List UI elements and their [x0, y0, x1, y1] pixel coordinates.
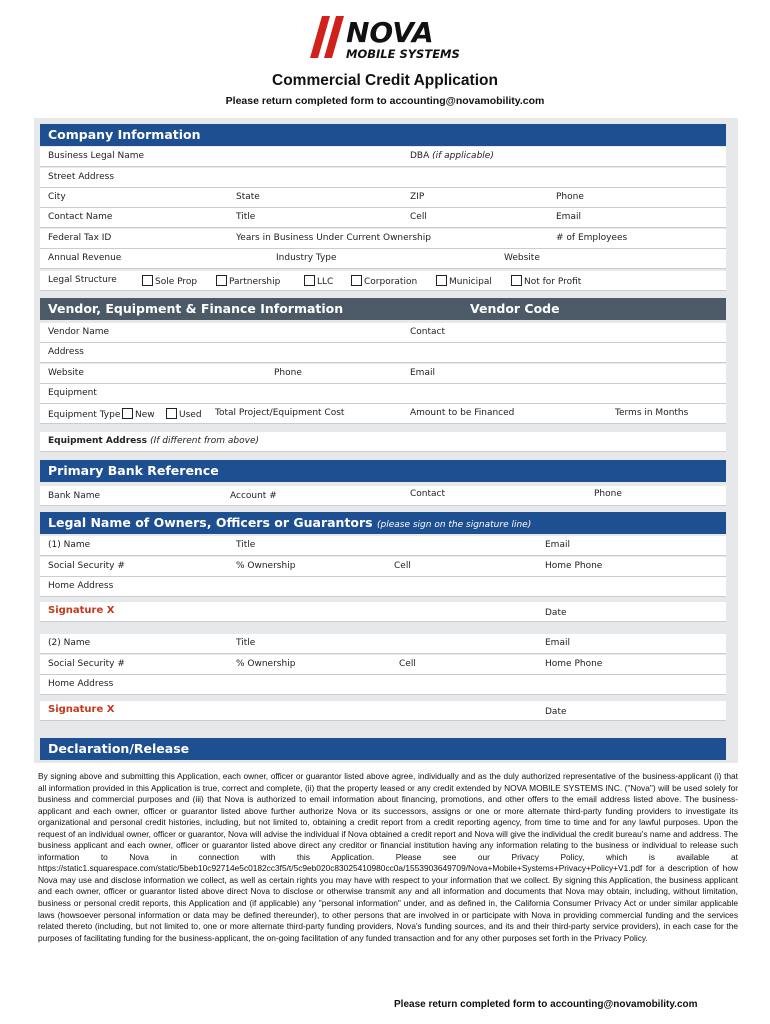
owner1-ownership-field[interactable]: % Ownership [236, 561, 296, 571]
row-revenue [40, 249, 726, 269]
row-vendor-website [40, 364, 726, 384]
nova-logo [308, 12, 488, 64]
row-business-name [40, 147, 726, 167]
owner2-signature-field[interactable]: Signature X [48, 704, 115, 715]
row-owner1-signature [40, 602, 726, 622]
owner2-title-field[interactable]: Title [236, 638, 256, 648]
declaration-section-header: Declaration/Release [40, 738, 726, 760]
owner1-title-field[interactable]: Title [236, 540, 256, 550]
state-field[interactable]: State [236, 192, 260, 202]
vendor-email-field[interactable]: Email [410, 368, 435, 378]
row-street-address [40, 168, 726, 188]
city-field[interactable]: City [48, 192, 66, 202]
owner2-date-field[interactable]: Date [545, 707, 567, 717]
row-owner2-signature [40, 701, 726, 721]
row-equipment-address [40, 432, 726, 452]
vendor-website-field[interactable]: Website [48, 368, 84, 378]
declaration-text: By signing above and submitting this Application, each owner, officer or guarantor listed above agree, individually and as the duly authorized representative of the business-applicant (i) that all information provided in this Application is true, correct and complete, (ii) that the property leased or any credit extended by NOVA MOBILE SYSTEMS INC. ("Nova") will be used solely for business and commercial purposes and (iii) that Nova is authorized to email information about financing, promotions, and other offers to the email address listed above. The business-applicant and each owner, officer or guarantor listed above further authorize Nova or its successors, assigns or one or more alternate third-party funding providers to investigate its organizational and personal credit histories, including, but not limited to, obtaining a credit report from a credit reporting agency, from time to time and for any lawful purposes. Upon the request of an individual owner, officer or guarantor, Nova will advise the individual if Nova obtained a credit report and Nova will give the individual the credit bureau's name and address. The business applicant and each owner, officer or guarantor listed above direct any creditor or financial institution having any information relating to the business or individual to release such information to Nova in connection with this Application. Please see our Privacy Policy, which is available at https://static1.squarespace.com/static/5beb10c92714e5c0182cc3f5/t/5c9eb020c83025410980cc0a/1553903649709/Nova+Mobile+Systems+Privacy+Policy+V1.pdf for a description of how Nova may use and disclose information we collect, as well as certain rights you may have with respect to your information that we collect. By signing this Application, the business applicant and each owner, officer or guarantor listed above direct Nova to disclose or otherwise transmit any and all information and documents that Nova may obtain, including, without limitation, business or personal credit reports, this Application and (if applicable) any "personal information" under, and as defined in, the California Consumer Privacy Act or under similar applicable laws (howsoever personal information or data may be defined thereunder), to other persons that are involved in or participate with Nova in providing commercial funding and the services related thereto (including, but not limited to, one or more alternate third-party funding providers, Nova's funding sources, and its and their third-party service providers), in each case for the purposes of facilitating funding for the business-applicant, the on-going facilitation of any funded transaction and for any other purposes set forth in the Privacy Policy. [38, 771, 738, 943]
owner2-email-field[interactable]: Email [545, 638, 570, 648]
row-equipment [40, 384, 726, 404]
bank-phone-field[interactable]: Phone [594, 489, 622, 499]
owner1-cell-field[interactable]: Cell [394, 561, 411, 571]
num-employees-field[interactable]: # of Employees [556, 233, 628, 243]
row-owner1-ssn [40, 557, 726, 577]
bank-name-field[interactable]: Bank Name [48, 491, 101, 501]
owner2-cell-field[interactable]: Cell [399, 659, 416, 669]
row-vendor-name [40, 323, 726, 343]
owner1-name-field[interactable]: (1) Name [48, 540, 91, 550]
owner2-home-address-field[interactable]: Home Address [48, 679, 114, 689]
structure-not-for-profit-checkbox[interactable]: Not for Profit [511, 275, 581, 287]
industry-type-field[interactable]: Industry Type [276, 253, 337, 263]
row-owner2-address [40, 675, 726, 695]
row-owner2-name [40, 634, 726, 654]
row-owner1-name [40, 536, 726, 556]
bank-section-header: Primary Bank Reference [40, 460, 726, 482]
row-owner2-ssn [40, 655, 726, 675]
dba-field[interactable]: DBA (if applicable) [410, 151, 494, 161]
equipment-field[interactable]: Equipment [48, 388, 97, 398]
owner1-home-phone-field[interactable]: Home Phone [545, 561, 603, 571]
terms-months-field[interactable]: Terms in Months [615, 408, 689, 418]
contact-cell-field[interactable]: Cell [410, 212, 427, 222]
vendor-code-field[interactable]: Vendor Code [470, 301, 560, 316]
vendor-section-header [40, 298, 726, 320]
company-phone-field[interactable]: Phone [556, 192, 584, 202]
business-legal-name-field[interactable]: Business Legal Name [48, 151, 145, 161]
company-website-field[interactable]: Website [504, 253, 540, 263]
equipment-used-checkbox[interactable]: Used [166, 408, 202, 420]
legal-structure-label: Legal Structure [48, 275, 117, 285]
vendor-name-field[interactable]: Vendor Name [48, 327, 110, 337]
page-subtitle: Please return completed form to accounting@novamobility.com [225, 95, 545, 107]
owner2-ownership-field[interactable]: % Ownership [236, 659, 296, 669]
owner1-signature-field[interactable]: Signature X [48, 605, 115, 616]
row-vendor-address [40, 343, 726, 363]
row-contact [40, 208, 726, 228]
owner2-ssn-field[interactable]: Social Security # [48, 659, 125, 669]
owner2-name-field[interactable]: (2) Name [48, 638, 91, 648]
vendor-contact-field[interactable]: Contact [410, 327, 446, 337]
vendor-address-field[interactable]: Address [48, 347, 84, 357]
row-equipment-type [40, 404, 726, 424]
equipment-new-checkbox[interactable]: New [122, 408, 155, 420]
owner1-date-field[interactable]: Date [545, 608, 567, 618]
vendor-phone-field[interactable]: Phone [274, 368, 302, 378]
zip-field[interactable]: ZIP [410, 192, 425, 202]
amount-financed-field[interactable]: Amount to be Financed [410, 408, 515, 418]
federal-tax-id-field[interactable]: Federal Tax ID [48, 233, 112, 243]
years-in-business-field[interactable]: Years in Business Under Current Ownership [236, 233, 431, 243]
equipment-type-label: Equipment Type [48, 410, 121, 420]
structure-municipal-checkbox[interactable]: Municipal [436, 275, 492, 287]
owners-section-header: Legal Name of Owners, Officers or Guarantors (please sign on the signature line) [40, 512, 726, 534]
owner1-ssn-field[interactable]: Social Security # [48, 561, 125, 571]
street-address-field[interactable]: Street Address [48, 172, 115, 182]
logo-brand: NOVA [346, 16, 434, 49]
equipment-address-field[interactable]: Equipment Address (If different from above) [48, 436, 259, 446]
row-city [40, 188, 726, 208]
footer-return-note: Please return completed form to accounting@novamobility.com [394, 999, 698, 1010]
contact-name-field[interactable]: Contact Name [48, 212, 113, 222]
owner1-home-address-field[interactable]: Home Address [48, 581, 114, 591]
row-owner1-address [40, 577, 726, 597]
structure-partnership-checkbox[interactable]: Partnership [216, 275, 280, 287]
row-legal-structure [40, 271, 726, 291]
bank-account-field[interactable]: Account # [230, 491, 277, 501]
vendor-section-title: Vendor, Equipment & Finance Information [48, 301, 344, 316]
row-tax-id [40, 229, 726, 249]
bank-contact-field[interactable]: Contact [410, 489, 446, 499]
structure-llc-checkbox[interactable]: LLC [304, 275, 333, 287]
row-bank [40, 486, 726, 506]
total-cost-field[interactable]: Total Project/Equipment Cost [215, 408, 345, 418]
contact-email-field[interactable]: Email [556, 212, 581, 222]
logo-tagline: MOBILE SYSTEMS [346, 47, 460, 61]
owner1-email-field[interactable]: Email [545, 540, 570, 550]
owner2-home-phone-field[interactable]: Home Phone [545, 659, 603, 669]
annual-revenue-field[interactable]: Annual Revenue [48, 253, 122, 263]
company-section-header: Company Information [40, 124, 726, 146]
structure-corporation-checkbox[interactable]: Corporation [351, 275, 417, 287]
structure-sole-prop-checkbox[interactable]: Sole Prop [142, 275, 197, 287]
page-title: Commercial Credit Application [272, 72, 498, 89]
contact-title-field[interactable]: Title [236, 212, 256, 222]
